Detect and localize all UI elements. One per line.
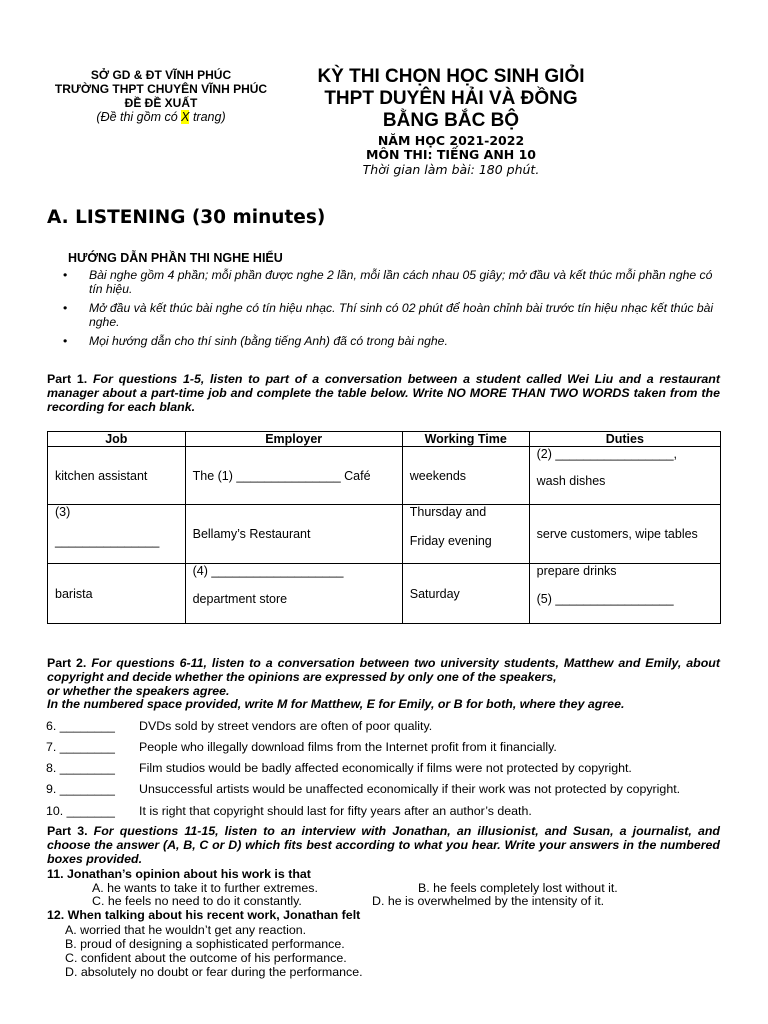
table-header-row: [48, 432, 721, 447]
list-item: [46, 782, 680, 796]
question-12-stem: 12. When talking about his recent work, Jonathan felt: [47, 908, 361, 922]
exam-title-line2: THPT DUYÊN HẢI VÀ ĐỒNG: [324, 88, 578, 109]
page-count-note: [40, 110, 282, 124]
answer-blank[interactable]: 10. _______: [46, 804, 115, 818]
section-title: A. LISTENING (30 minutes): [47, 207, 326, 228]
instruction-item: [63, 269, 723, 296]
statement-text: Film studios would be badly affected economically if films were not protected by copyright.: [139, 761, 632, 775]
instruction-item: [63, 335, 723, 349]
exam-title-line1: KỲ THI CHỌN HỌC SINH GIỎI: [317, 66, 585, 87]
cell-line: _______________: [55, 534, 160, 548]
header-right: [290, 66, 612, 177]
instruction-text: Bài nghe gồm 4 phần; mỗi phần được nghe 2 lần, mỗi lần cách nhau 05 giây; mở đầu và kết thúc mỗi phần nghe có tín hiệu.: [89, 268, 713, 296]
list-item: [46, 761, 632, 775]
answer-blank[interactable]: 8. ________: [46, 761, 115, 775]
table-cell: Saturday: [402, 564, 529, 624]
part1-table: [47, 431, 721, 624]
table-header: Employer: [185, 432, 402, 447]
list-item: [46, 740, 557, 754]
table-row: [48, 447, 721, 505]
instruction-text: Mọi hướng dẫn cho thí sinh (bằng tiếng Anh) đã có trong bài nghe.: [89, 334, 448, 348]
table-cell: serve customers, wipe tables: [529, 505, 720, 564]
table-cell: [48, 505, 186, 564]
cell-line: Friday evening: [409, 534, 492, 548]
proposal-label: ĐỀ ĐỀ XUẤT: [124, 96, 198, 110]
school-name: TRƯỜNG THPT CHUYÊN VĨNH PHÚC: [54, 82, 268, 96]
table-cell: [185, 564, 402, 624]
instruction-text: Mở đầu và kết thúc bài nghe có tín hiệu nhạc. Thí sinh có 02 phút để hoàn chỉnh bài trước tín hiệu nhạc kết thúc bài nghe.: [89, 301, 714, 329]
bullet-icon: •: [63, 268, 68, 282]
table-cell: barista: [48, 564, 186, 624]
q12-option-b[interactable]: B. proud of designing a sophisticated performance.: [65, 937, 345, 951]
table-header: Working Time: [402, 432, 529, 447]
statement-text: Unsuccessful artists would be unaffected economically if their work was not protected by copyright.: [139, 782, 681, 796]
answer-blank[interactable]: 7. ________: [46, 740, 115, 754]
part3-label: Part 3.: [47, 824, 88, 838]
exam-title-line3: BẰNG BẮC BỘ: [382, 110, 520, 131]
table-cell: [529, 447, 720, 505]
header-left: [40, 68, 282, 124]
table-cell: kitchen assistant: [48, 447, 186, 505]
table-row: [48, 564, 721, 624]
table-row: [48, 505, 721, 564]
statement-text: DVDs sold by street vendors are often of poor quality.: [139, 719, 433, 733]
table-cell: [402, 505, 529, 564]
list-item: [46, 804, 532, 818]
cell-line: (4) ___________________: [192, 564, 344, 578]
statement-text: It is right that copyright should last for fifty years after an author’s death.: [139, 804, 532, 818]
part2-text-3: In the numbered space provided, write M for Matthew, E for Emily, or B for both, where they agree.: [47, 697, 625, 712]
table-cell: Bellamy’s Restaurant: [185, 505, 402, 564]
cell-line: Thursday and: [409, 505, 487, 519]
statement-text: People who illegally download films from the Internet profit from it financially.: [139, 740, 557, 754]
part1-label: Part 1.: [47, 372, 88, 386]
bullet-icon: •: [63, 301, 68, 315]
question-11-stem: 11. Jonathan’s opinion about his work is that: [47, 867, 311, 881]
page-count-prefix: (Đề thi gồm có: [96, 110, 182, 124]
instruction-item: [63, 302, 723, 329]
cell-line: prepare drinks: [536, 564, 617, 578]
q12-option-c[interactable]: C. confident about the outcome of his performance.: [65, 951, 347, 965]
page-count-placeholder: X: [181, 110, 190, 124]
part2-label: Part 2.: [47, 656, 87, 670]
cell-line: department store: [192, 592, 288, 606]
part2-instructions: [47, 657, 720, 712]
part1-instructions: [47, 373, 720, 414]
cell-line: wash dishes: [536, 474, 606, 488]
answer-blank[interactable]: 9. ________: [46, 782, 115, 796]
page-count-suffix: trang): [189, 110, 226, 124]
table-cell: weekends: [402, 447, 529, 505]
table-cell: [529, 564, 720, 624]
table-cell: The (1) _______________ Café: [185, 447, 402, 505]
answer-blank[interactable]: 6. ________: [46, 719, 115, 733]
table-header: Duties: [529, 432, 720, 447]
part3-text: For questions 11-15, listen to an interview with Jonathan, an illusionist, and Susan, a journalist, and choose the answer (A, B, C or D) which fits best according to what you hear. Write your answers in the numbered boxes provided.: [47, 824, 720, 866]
department-name: SỞ GD & ĐT VĨNH PHÚC: [90, 68, 232, 82]
q11-option-b[interactable]: B. he feels completely lost without it.: [418, 881, 618, 895]
instructions-heading: HƯỚNG DẪN PHẦN THI NGHE HIỂU: [68, 251, 283, 265]
cell-line: (2) _________________,: [536, 447, 678, 461]
q11-option-d[interactable]: D. he is overwhelmed by the intensity of it.: [372, 894, 605, 908]
bullet-icon: •: [63, 334, 68, 348]
part3-instructions: [47, 825, 720, 866]
cell-line: (5) _________________: [536, 592, 674, 606]
q11-option-a[interactable]: A. he wants to take it to further extremes.: [92, 881, 318, 895]
school-year: NĂM HỌC 2021-2022: [377, 133, 525, 148]
part2-text-2: or whether the speakers agree.: [47, 683, 230, 698]
instructions-list: [63, 269, 723, 355]
q12-option-d[interactable]: D. absolutely no doubt or fear during the performance.: [65, 965, 363, 979]
table-header: Job: [48, 432, 186, 447]
part2-text: For questions 6-11, listen to a conversation between two university students, Matthew and Emily, about copyright and decide whether the opinions are expressed by only one of the speakers,: [47, 656, 720, 684]
q12-option-a[interactable]: A. worried that he wouldn’t get any reaction.: [65, 923, 307, 937]
q11-option-c[interactable]: C. he feels no need to do it constantly.: [92, 894, 302, 908]
list-item: [46, 719, 432, 733]
cell-line: (3): [55, 505, 71, 519]
part1-text: For questions 1-5, listen to part of a conversation between a student called Wei Liu and a restaurant manager about a part-time job and complete the table below. Write NO MORE THAN TWO WORDS taken from the recording for each blank.: [47, 372, 720, 414]
exam-subject: MÔN THI: TIẾNG ANH 10: [365, 147, 536, 162]
exam-duration: Thời gian làm bài: 180 phút.: [362, 162, 540, 177]
